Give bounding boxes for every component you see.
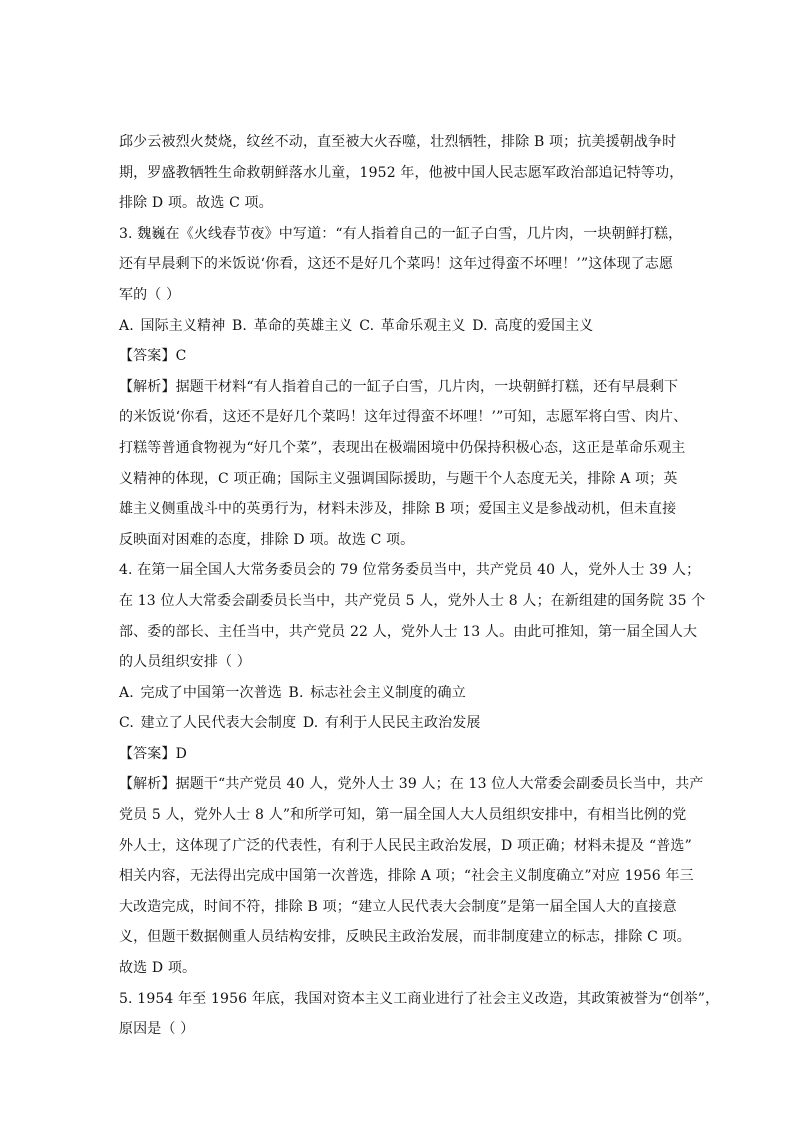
question-4-stem: 在 13 位人大常委会副委员长当中，共产党员 5 人，党外人士 8 人；在新组建的国务院 35 个	[119, 592, 706, 609]
text-line: 排除 D 项。故选 C 项。	[119, 195, 273, 212]
question-4-analysis: 大改造完成，时间不符，排除 B 项；“建立人民代表大会制度”是第一届全国人大的直接意	[119, 898, 677, 915]
question-3-analysis: 雄主义侧重战斗中的英勇行为，材料未涉及，排除 B 项；爱国主义是参战动机，但未直接	[119, 501, 677, 518]
question-3-options: A. 国际主义精神 B. 革命的英雄主义 C. 革命乐观主义 D. 高度的爱国主义	[119, 317, 594, 334]
question-4-analysis: 义，但题干数据侧重人员结构安排，反映民主政治发展，而非制度建立的标志，排除 C 项。	[119, 929, 691, 946]
document-body	[119, 127, 720, 1045]
question-4-analysis: 党员 5 人，党外人士 8 人”和所学可知，第一届全国人大人员组织安排中，有相当比例的党	[119, 807, 687, 824]
question-4-analysis: 相关内容，无法得出完成中国第一次普选，排除 A 项；“社会主义制度确立”对应 1956 年三	[119, 868, 694, 885]
question-4-stem: 4. 在第一届全国人大常务委员会的 79 位常务委员当中，共产党员 40 人，党外人士 39 人；	[119, 562, 701, 579]
question-4-options: A. 完成了中国第一次普选 B. 标志社会主义制度的确立	[119, 684, 466, 701]
question-3-stem: 还有早晨剩下的米饭说‘你看，这还不是好几个菜吗！这年过得蛮不坏哩！’”这体现了志愿	[119, 256, 674, 273]
question-3-stem: 军的（ ）	[119, 286, 181, 303]
question-4-stem: 部、委的部长、主任当中，共产党员 22 人，党外人士 13 人。由此可推知，第一届全国人大	[119, 623, 698, 640]
question-4-answer: 【答案】D	[119, 745, 187, 762]
question-4-options: C. 建立了人民代表大会制度 D. 有利于人民民主政治发展	[119, 715, 481, 732]
question-3-stem: 3. 魏巍在《火线春节夜》中写道：“有人指着自己的一缸子白雪，几片肉，一块朝鲜打糕，	[119, 225, 683, 242]
question-3-analysis: 义精神的体现，C 项正确；国际主义强调国际援助，与题干个人态度无关，排除 A 项；英	[119, 470, 678, 487]
question-3-answer: 【答案】C	[119, 348, 187, 365]
question-3-analysis: 【解析】据题干材料“有人指着自己的一缸子白雪，几片肉，一块朝鲜打糕，还有早晨剩下	[119, 378, 679, 395]
question-3-analysis: 的米饭说‘你看，这还不是好几个菜吗！这年过得蛮不坏哩！’”可知，志愿军将白雪、肉片、	[119, 409, 688, 426]
question-4-analysis: 【解析】据题干“共产党员 40 人，党外人士 39 人；在 13 位人大常委会副委员长当中，共产	[119, 776, 704, 793]
question-5-stem: 5. 1954 年至 1956 年底，我国对资本主义工商业进行了社会主义改造，其政策被誉为“创举”，	[119, 990, 720, 1007]
question-4-stem: 的人员组织安排（ ）	[119, 654, 251, 671]
text-line: 期，罗盛教牺牲生命救朝鲜落水儿童，1952 年，他被中国人民志愿军政治部追记特等功，	[119, 164, 684, 181]
question-3-analysis: 反映面对困难的态度，排除 D 项。故选 C 项。	[119, 531, 415, 548]
question-4-analysis: 外人士，这体现了广泛的代表性，有利于人民民主政治发展，D 项正确；材料未提及 “普选”	[119, 837, 692, 854]
text-line: 邱少云被烈火焚烧，纹丝不动，直至被大火吞噬，壮烈牺牲，排除 B 项；抗美援朝战争时	[119, 134, 677, 150]
question-5-stem: 原因是（ ）	[119, 1021, 195, 1038]
question-4-analysis: 故选 D 项。	[119, 960, 197, 977]
question-3-analysis: 打糕等普通食物视为“好几个菜”，表现出在极端困境中仍保持积极心态，这正是革命乐观主	[119, 439, 686, 456]
